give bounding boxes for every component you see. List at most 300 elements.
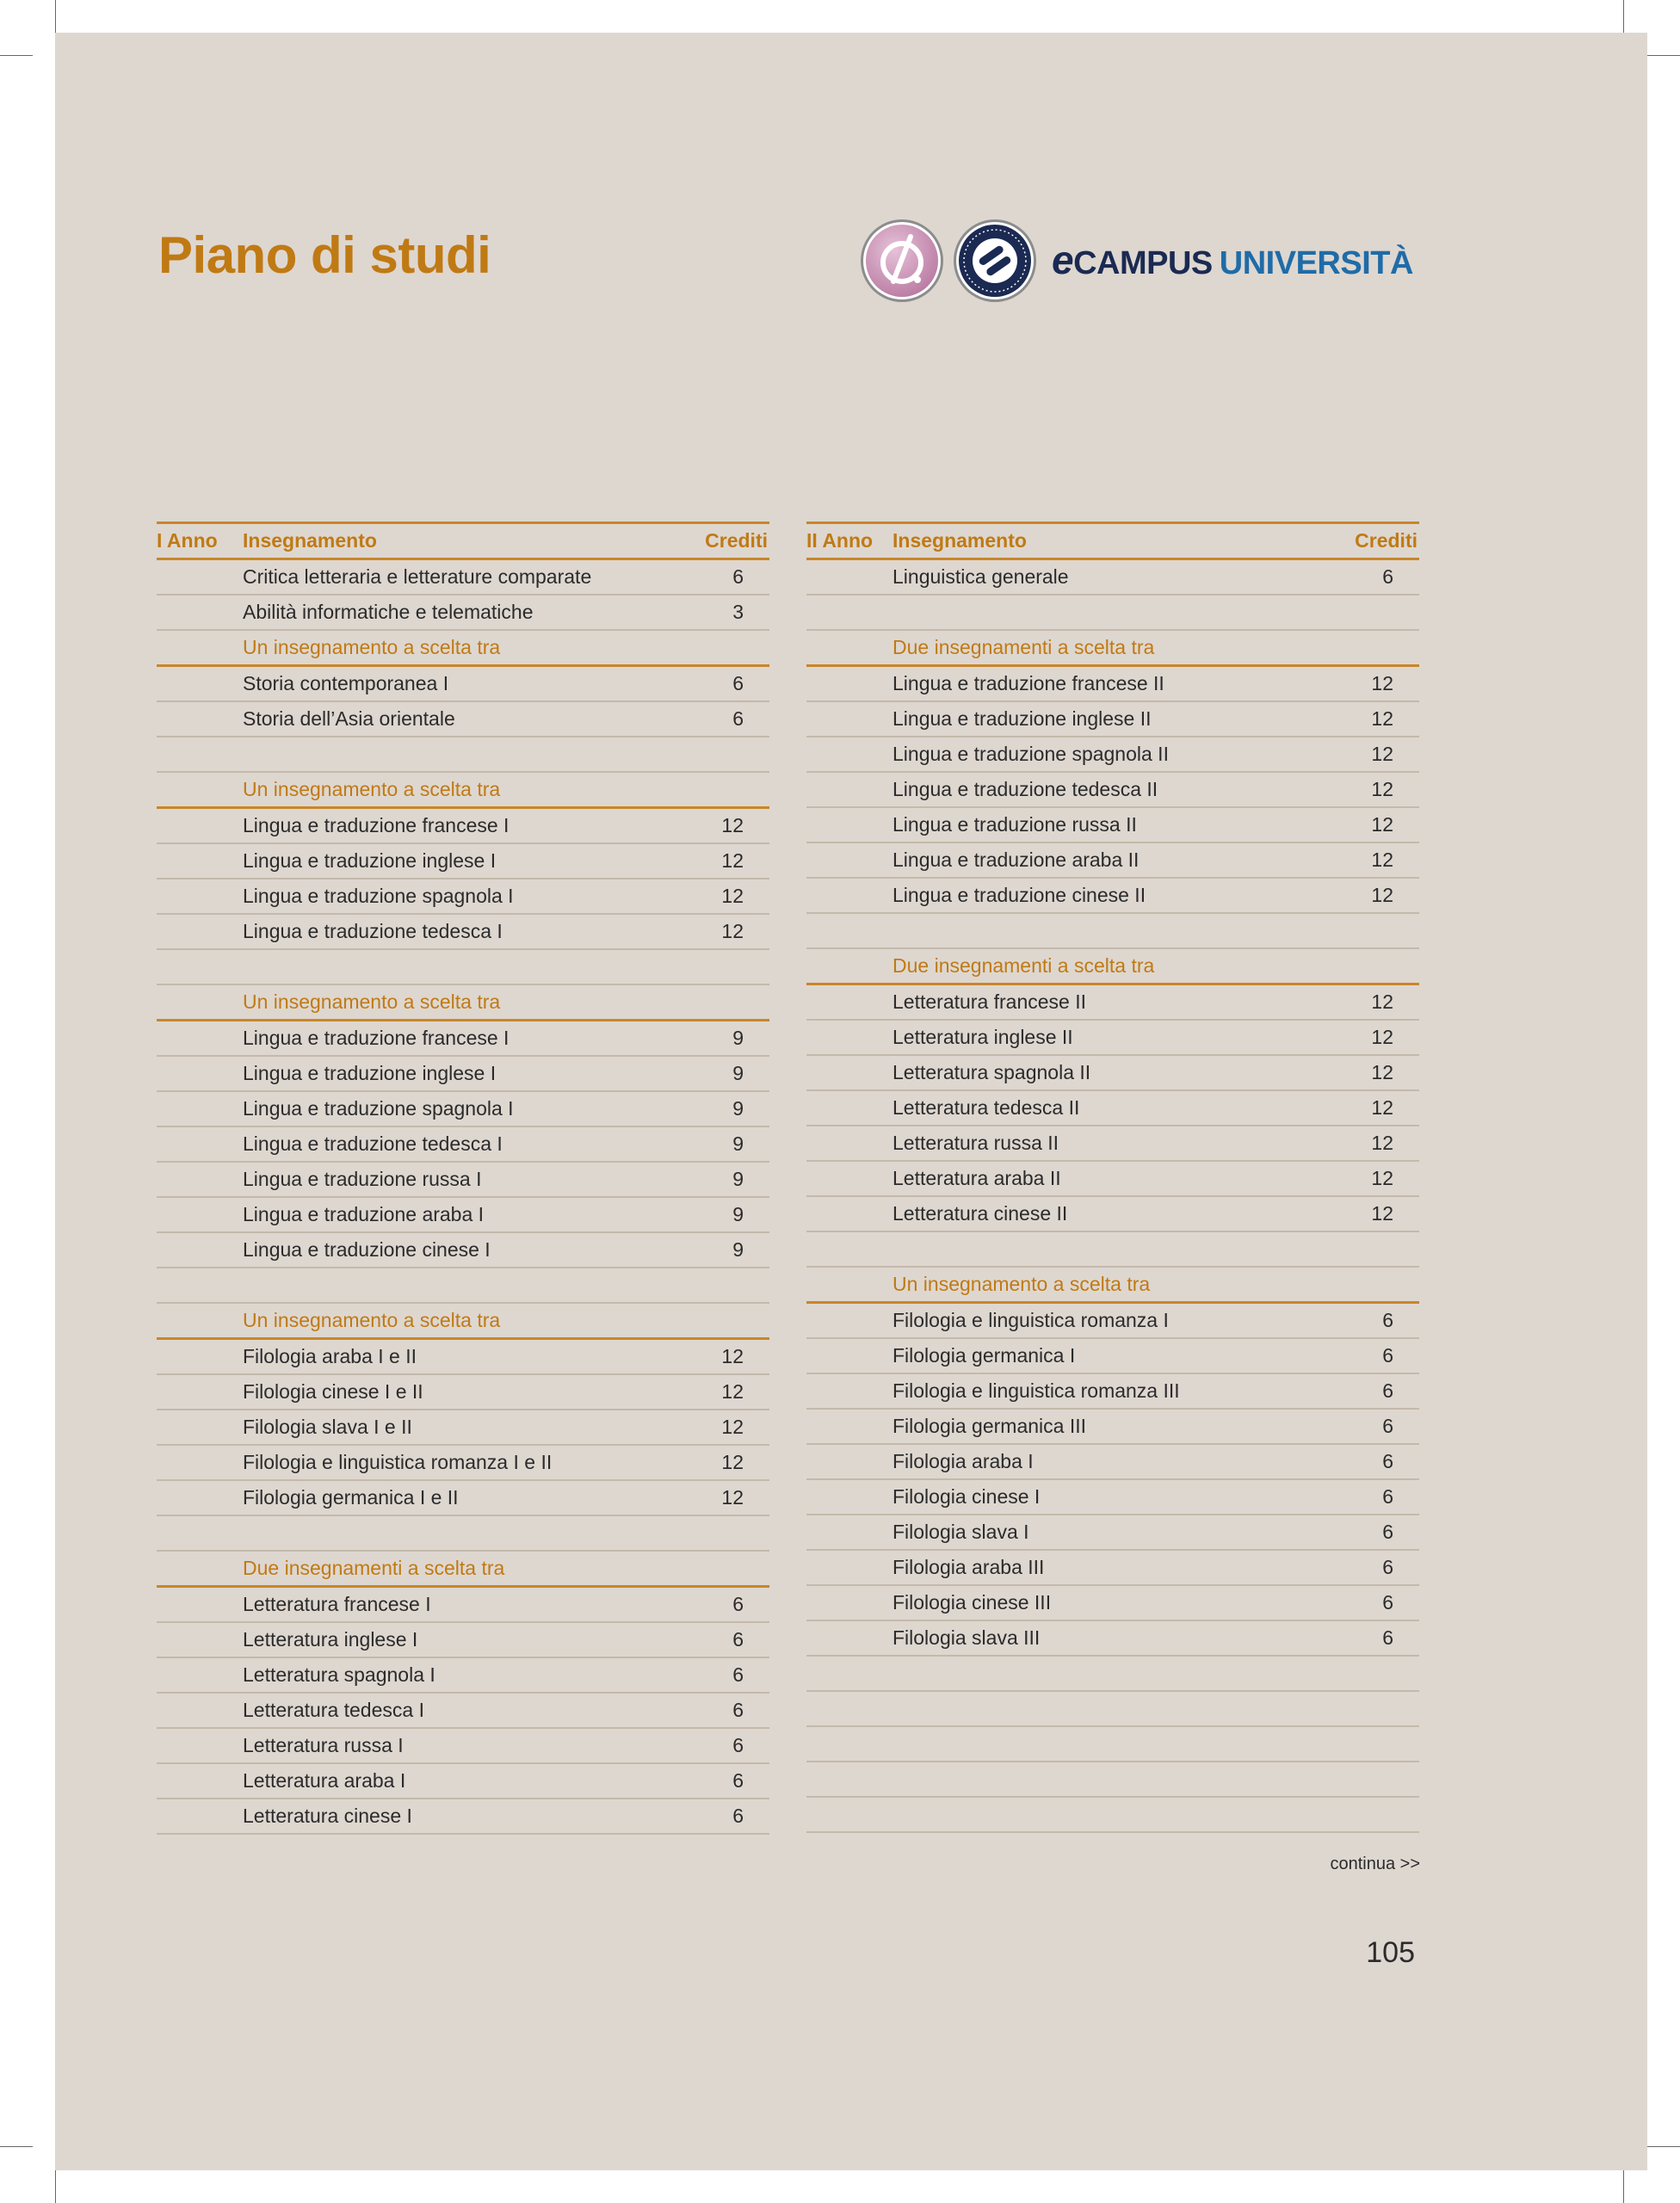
table-row — [157, 808, 769, 844]
course-name: Filologia slava I e II — [243, 1410, 673, 1445]
course-credits — [1323, 1231, 1419, 1267]
year-cell — [806, 1373, 892, 1409]
year-cell — [806, 1656, 892, 1691]
course-credits: 12 — [673, 1445, 769, 1480]
year-cell — [806, 737, 892, 772]
course-credits — [1323, 1691, 1419, 1726]
table-header-row — [157, 523, 769, 559]
group-heading: Un insegnamento a scelta tra — [243, 1303, 673, 1339]
course-credits: 12 — [1323, 666, 1419, 702]
course-credits: 9 — [673, 1021, 769, 1057]
course-credits: 3 — [673, 595, 769, 630]
year-cell — [157, 1445, 243, 1480]
crop-mark — [55, 2170, 56, 2203]
spacer-row — [806, 913, 1419, 948]
table-row — [157, 1232, 769, 1268]
course-credits: 12 — [1323, 984, 1419, 1021]
course-credits: 12 — [1323, 1126, 1419, 1161]
course-name: Filologia germanica I — [892, 1338, 1323, 1373]
first-year-rows — [157, 559, 769, 1835]
course-header: Insegnamento — [243, 523, 673, 559]
table-row — [806, 1373, 1419, 1409]
course-name: Filologia araba III — [892, 1550, 1323, 1585]
course-credits — [673, 737, 769, 772]
course-name — [243, 737, 673, 772]
course-name — [243, 949, 673, 984]
spacer-row — [157, 1268, 769, 1303]
spacer-row — [157, 737, 769, 772]
table-row — [157, 1587, 769, 1623]
table-row — [806, 1620, 1419, 1656]
year-cell — [157, 1126, 243, 1162]
course-credits: 12 — [1323, 1161, 1419, 1196]
table-row — [157, 1728, 769, 1763]
crop-mark — [1623, 2170, 1624, 2203]
course-credits — [673, 984, 769, 1021]
second-year-table — [806, 521, 1419, 1833]
table-row — [806, 1338, 1419, 1373]
table-row — [806, 737, 1419, 772]
table-row — [157, 701, 769, 737]
table-row — [157, 1374, 769, 1410]
table-row — [806, 1055, 1419, 1090]
course-credits: 6 — [1323, 1409, 1419, 1444]
year-cell — [806, 1585, 892, 1620]
course-name: Linguistica generale — [892, 559, 1323, 595]
course-credits: 6 — [673, 559, 769, 595]
year-cell — [157, 595, 243, 630]
group-heading: Due insegnamenti a scelta tra — [892, 630, 1323, 666]
year-cell — [157, 630, 243, 666]
course-name: Lingua e traduzione russa II — [892, 807, 1323, 842]
table-row — [806, 772, 1419, 807]
course-credits: 6 — [1323, 1515, 1419, 1550]
table-row — [806, 1126, 1419, 1161]
year-cell — [806, 1231, 892, 1267]
year-cell — [157, 1339, 243, 1375]
year-cell — [806, 1055, 892, 1090]
course-credits: 12 — [673, 843, 769, 879]
credits-header: Crediti — [1323, 523, 1419, 559]
course-credits: 6 — [1323, 1585, 1419, 1620]
course-name: Letteratura tedesca II — [892, 1090, 1323, 1126]
spacer-row — [806, 1726, 1419, 1762]
ecampus-wordmark — [1052, 237, 1413, 283]
table-row — [157, 1021, 769, 1057]
course-name: Lingua e traduzione inglese I — [243, 843, 673, 879]
course-name: Critica letteraria e letterature comparate — [243, 559, 673, 595]
course-name: Filologia germanica I e II — [243, 1480, 673, 1515]
table-row — [157, 1657, 769, 1693]
year-cell — [806, 984, 892, 1021]
course-credits: 6 — [673, 1587, 769, 1623]
year-cell — [806, 807, 892, 842]
year-cell — [806, 1161, 892, 1196]
course-name: Lingua e traduzione francese II — [892, 666, 1323, 702]
course-credits: 12 — [1323, 1055, 1419, 1090]
year-cell — [806, 1444, 892, 1479]
course-credits: 9 — [673, 1091, 769, 1126]
course-name: Lingua e traduzione francese I — [243, 1021, 673, 1057]
course-credits — [673, 630, 769, 666]
first-year-table — [157, 521, 769, 1835]
second-year-rows — [806, 559, 1419, 1833]
year-cell — [157, 1232, 243, 1268]
course-credits: 12 — [1323, 737, 1419, 772]
table-row — [806, 1444, 1419, 1479]
table-row — [806, 1409, 1419, 1444]
year-cell — [157, 1693, 243, 1728]
course-name: Letteratura cinese I — [243, 1799, 673, 1834]
course-credits — [1323, 948, 1419, 984]
table-row — [157, 879, 769, 914]
course-credits: 6 — [1323, 559, 1419, 595]
course-credits: 12 — [673, 879, 769, 914]
table-row — [806, 666, 1419, 702]
table-row — [157, 1622, 769, 1657]
spacer-row — [806, 1656, 1419, 1691]
course-name: Lingua e traduzione inglese II — [892, 701, 1323, 737]
table-row — [806, 1020, 1419, 1055]
course-credits: 12 — [1323, 1196, 1419, 1231]
course-name: Lingua e traduzione tedesca I — [243, 1126, 673, 1162]
course-name: Letteratura francese II — [892, 984, 1323, 1021]
spacer-row — [806, 1762, 1419, 1797]
year-cell — [157, 559, 243, 595]
course-credits — [673, 1268, 769, 1303]
year-cell — [157, 984, 243, 1021]
course-name: Filologia e linguistica romanza III — [892, 1373, 1323, 1409]
course-header: Insegnamento — [892, 523, 1323, 559]
course-name: Filologia slava III — [892, 1620, 1323, 1656]
course-credits: 9 — [673, 1126, 769, 1162]
table-row — [157, 1091, 769, 1126]
course-name: Lingua e traduzione inglese I — [243, 1056, 673, 1091]
group-heading-row — [157, 772, 769, 808]
table-row — [157, 843, 769, 879]
year-cell — [157, 1480, 243, 1515]
year-cell — [806, 1691, 892, 1726]
group-heading-row — [157, 1551, 769, 1587]
course-credits: 12 — [1323, 842, 1419, 878]
course-credits: 9 — [673, 1232, 769, 1268]
course-credits: 6 — [1323, 1550, 1419, 1585]
group-heading-row — [806, 630, 1419, 666]
course-credits: 12 — [1323, 1090, 1419, 1126]
table-row — [157, 1799, 769, 1834]
course-credits: 12 — [673, 808, 769, 844]
year-cell — [806, 1797, 892, 1832]
course-credits — [1323, 1797, 1419, 1832]
course-name: Lingua e traduzione araba II — [892, 842, 1323, 878]
course-credits — [673, 949, 769, 984]
course-name — [892, 1762, 1323, 1797]
course-name: Filologia cinese III — [892, 1585, 1323, 1620]
course-name: Letteratura spagnola I — [243, 1657, 673, 1693]
group-heading-row — [157, 984, 769, 1021]
year-cell — [806, 559, 892, 595]
table-header-row — [806, 523, 1419, 559]
year-cell — [157, 1763, 243, 1799]
year-cell — [157, 1091, 243, 1126]
group-heading: Due insegnamenti a scelta tra — [892, 948, 1323, 984]
course-credits: 12 — [673, 1480, 769, 1515]
group-heading: Un insegnamento a scelta tra — [243, 984, 673, 1021]
crop-mark — [0, 2146, 33, 2147]
continue-link[interactable]: continua >> — [1330, 1854, 1420, 1873]
year-cell — [806, 772, 892, 807]
course-credits — [1323, 630, 1419, 666]
course-credits — [673, 1303, 769, 1339]
year-cell — [157, 1410, 243, 1445]
course-credits — [1323, 913, 1419, 948]
year-cell — [806, 666, 892, 702]
course-name: Letteratura francese I — [243, 1587, 673, 1623]
course-credits — [1323, 1267, 1419, 1303]
ecampus-monogram-badge-icon — [859, 218, 945, 304]
course-name — [892, 913, 1323, 948]
table-row — [806, 559, 1419, 595]
course-credits: 6 — [673, 666, 769, 702]
course-credits — [673, 1551, 769, 1587]
table-row — [157, 1410, 769, 1445]
course-credits: 6 — [673, 1728, 769, 1763]
table-row — [806, 807, 1419, 842]
course-name — [892, 1231, 1323, 1267]
year-cell — [806, 1479, 892, 1515]
year-cell — [806, 1267, 892, 1303]
year-cell — [157, 1515, 243, 1551]
year-cell — [157, 1551, 243, 1587]
course-name: Storia dell’Asia orientale — [243, 701, 673, 737]
course-name: Lingua e traduzione tedesca II — [892, 772, 1323, 807]
table-row — [157, 1339, 769, 1375]
table-row — [157, 1480, 769, 1515]
course-credits: 6 — [1323, 1444, 1419, 1479]
spacer-row — [806, 595, 1419, 630]
course-name — [892, 1726, 1323, 1762]
year-cell — [157, 1587, 243, 1623]
table-row — [157, 559, 769, 595]
year-cell — [157, 772, 243, 808]
course-name: Abilità informatiche e telematiche — [243, 595, 673, 630]
year-cell — [806, 1196, 892, 1231]
course-credits: 6 — [1323, 1373, 1419, 1409]
course-credits: 12 — [1323, 772, 1419, 807]
course-credits: 12 — [673, 1374, 769, 1410]
brand-campus: CAMPUS — [1073, 245, 1213, 281]
table-row — [806, 984, 1419, 1021]
year-cell — [157, 701, 243, 737]
course-name — [243, 1515, 673, 1551]
year-cell — [157, 1162, 243, 1197]
group-heading: Un insegnamento a scelta tra — [243, 630, 673, 666]
crop-mark — [1647, 55, 1680, 56]
group-heading-row — [157, 1303, 769, 1339]
year-cell — [806, 630, 892, 666]
course-name: Letteratura inglese II — [892, 1020, 1323, 1055]
year-cell — [157, 843, 243, 879]
course-name: Filologia e linguistica romanza I — [892, 1303, 1323, 1339]
year-cell — [806, 1762, 892, 1797]
table-row — [157, 1056, 769, 1091]
course-credits: 6 — [673, 1622, 769, 1657]
year-cell — [806, 595, 892, 630]
table-row — [157, 1445, 769, 1480]
course-credits: 12 — [673, 1410, 769, 1445]
course-name: Letteratura inglese I — [243, 1622, 673, 1657]
course-credits: 6 — [673, 1763, 769, 1799]
course-name: Letteratura russa I — [243, 1728, 673, 1763]
table-row — [806, 1196, 1419, 1231]
table-row — [806, 1515, 1419, 1550]
course-credits: 9 — [673, 1056, 769, 1091]
table-row — [806, 1090, 1419, 1126]
course-name: Letteratura spagnola II — [892, 1055, 1323, 1090]
course-name — [892, 595, 1323, 630]
page-title: Piano di studi — [158, 226, 491, 284]
spacer-row — [806, 1797, 1419, 1832]
table-row — [157, 1763, 769, 1799]
course-credits: 6 — [673, 1693, 769, 1728]
course-credits: 6 — [673, 1657, 769, 1693]
year-cell — [157, 1021, 243, 1057]
group-heading-row — [806, 1267, 1419, 1303]
year-cell — [806, 1126, 892, 1161]
year-cell — [806, 1090, 892, 1126]
course-name: Filologia germanica III — [892, 1409, 1323, 1444]
course-credits — [673, 772, 769, 808]
course-credits: 12 — [1323, 878, 1419, 913]
course-name: Letteratura tedesca I — [243, 1693, 673, 1728]
course-credits: 9 — [673, 1197, 769, 1232]
course-credits: 12 — [673, 914, 769, 949]
course-credits: 12 — [1323, 701, 1419, 737]
year-cell — [157, 1303, 243, 1339]
course-credits: 12 — [1323, 807, 1419, 842]
year-cell — [157, 1728, 243, 1763]
year-cell — [157, 666, 243, 702]
course-name: Lingua e traduzione francese I — [243, 808, 673, 844]
year-cell — [806, 1020, 892, 1055]
brand-university: UNIVERSITÀ — [1219, 245, 1413, 281]
ecampus-seal-badge-icon — [952, 218, 1038, 304]
course-name: Letteratura cinese II — [892, 1196, 1323, 1231]
course-name: Lingua e traduzione araba I — [243, 1197, 673, 1232]
year-cell — [157, 1622, 243, 1657]
table-row — [806, 701, 1419, 737]
brand-e: e — [1052, 238, 1074, 282]
year-cell — [806, 1620, 892, 1656]
table-row — [157, 914, 769, 949]
spacer-row — [157, 1515, 769, 1551]
year-cell — [806, 913, 892, 948]
course-credits: 12 — [673, 1339, 769, 1375]
table-row — [806, 1550, 1419, 1585]
year-cell — [157, 914, 243, 949]
year-cell — [157, 949, 243, 984]
year-cell — [806, 1409, 892, 1444]
course-name: Lingua e traduzione cinese I — [243, 1232, 673, 1268]
table-row — [157, 595, 769, 630]
ecampus-logo — [859, 218, 1422, 304]
year-cell — [157, 1056, 243, 1091]
course-name: Filologia cinese I e II — [243, 1374, 673, 1410]
year-cell — [157, 808, 243, 844]
group-heading-row — [806, 948, 1419, 984]
crop-mark — [55, 0, 56, 33]
course-name — [243, 1268, 673, 1303]
credits-header: Crediti — [673, 523, 769, 559]
group-heading: Un insegnamento a scelta tra — [243, 772, 673, 808]
course-name: Letteratura araba I — [243, 1763, 673, 1799]
table-row — [157, 1162, 769, 1197]
table-row — [806, 1479, 1419, 1515]
group-heading: Un insegnamento a scelta tra — [892, 1267, 1323, 1303]
course-credits: 6 — [1323, 1338, 1419, 1373]
year-cell — [157, 879, 243, 914]
year-cell — [806, 878, 892, 913]
course-name: Lingua e traduzione russa I — [243, 1162, 673, 1197]
course-name: Filologia araba I — [892, 1444, 1323, 1479]
course-credits: 6 — [1323, 1303, 1419, 1339]
course-name: Filologia slava I — [892, 1515, 1323, 1550]
table-row — [157, 1693, 769, 1728]
course-name: Storia contemporanea I — [243, 666, 673, 702]
course-credits: 6 — [1323, 1479, 1419, 1515]
table-row — [806, 1303, 1419, 1339]
table-row — [806, 842, 1419, 878]
course-credits — [1323, 595, 1419, 630]
course-name: Filologia cinese I — [892, 1479, 1323, 1515]
table-row — [806, 1585, 1419, 1620]
year-cell — [806, 948, 892, 984]
year-cell — [157, 1374, 243, 1410]
crop-mark — [1647, 2146, 1680, 2147]
course-name: Letteratura russa II — [892, 1126, 1323, 1161]
year-cell — [157, 1657, 243, 1693]
table-row — [157, 666, 769, 702]
course-credits — [1323, 1762, 1419, 1797]
course-name: Lingua e traduzione spagnola I — [243, 879, 673, 914]
course-name: Lingua e traduzione tedesca I — [243, 914, 673, 949]
course-name: Lingua e traduzione spagnola I — [243, 1091, 673, 1126]
table-row — [806, 878, 1419, 913]
course-name: Filologia araba I e II — [243, 1339, 673, 1375]
course-name: Lingua e traduzione cinese II — [892, 878, 1323, 913]
course-name — [892, 1691, 1323, 1726]
course-credits: 6 — [673, 1799, 769, 1834]
group-heading-row — [157, 630, 769, 666]
course-name — [892, 1797, 1323, 1832]
course-credits — [1323, 1726, 1419, 1762]
year-cell — [157, 1197, 243, 1232]
year-cell — [806, 701, 892, 737]
course-credits: 12 — [1323, 1020, 1419, 1055]
year-cell — [806, 1338, 892, 1373]
table-row — [157, 1126, 769, 1162]
course-credits: 6 — [1323, 1620, 1419, 1656]
year-cell — [157, 737, 243, 772]
year-cell — [806, 842, 892, 878]
spacer-row — [157, 949, 769, 984]
year-header: I Anno — [157, 523, 243, 559]
year-cell — [806, 1726, 892, 1762]
year-cell — [806, 1550, 892, 1585]
group-heading: Due insegnamenti a scelta tra — [243, 1551, 673, 1587]
course-credits: 6 — [673, 701, 769, 737]
crop-mark — [0, 55, 33, 56]
